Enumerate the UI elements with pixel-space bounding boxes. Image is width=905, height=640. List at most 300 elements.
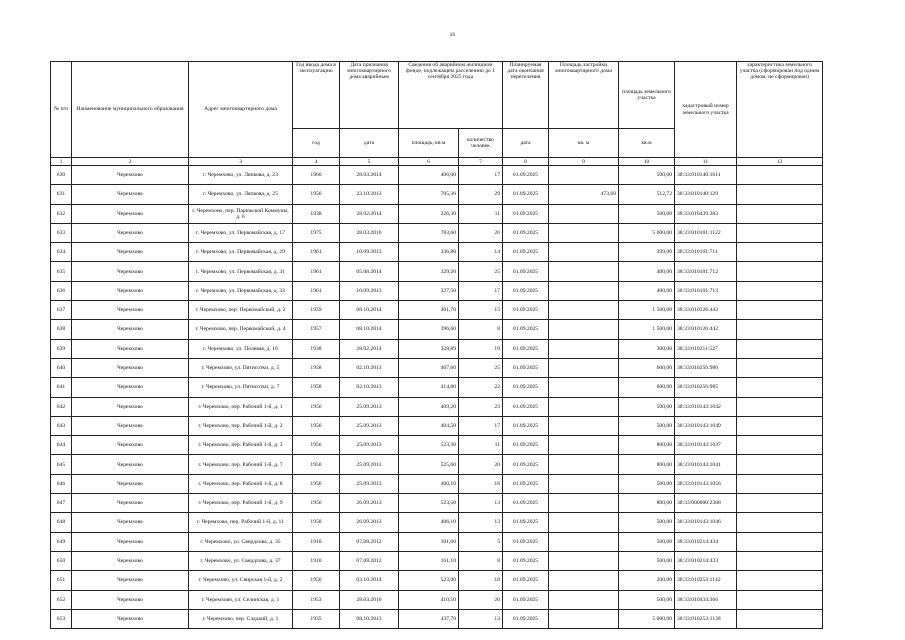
- cell-municipality: Черемхово: [72, 397, 189, 416]
- column-number: 5: [340, 158, 399, 166]
- cell-emergency-date: 23.10.2013: [340, 185, 399, 204]
- cell-land-area: 800,00: [619, 436, 675, 455]
- cell-year: 1956: [293, 455, 340, 474]
- cell-cadastral: 38:33:010126:442: [675, 320, 737, 339]
- cell-people: 11: [459, 204, 503, 223]
- cell-address: г. Черемхово, пер. Рабочий 1-й, д. 7: [189, 455, 293, 474]
- cell-area: 414,80: [399, 378, 459, 397]
- cell-area: 226,30: [399, 204, 459, 223]
- cell-land-area: 800,00: [619, 455, 675, 474]
- cell-land-area: 5 000,00: [619, 223, 675, 242]
- table-row: [51, 590, 823, 609]
- cell-planned-date: 01.09.2025: [503, 551, 549, 570]
- cell-address: г. Черемхово, пер. Рабочий 1-й, д. 9: [189, 494, 293, 513]
- cell-built-area: [549, 301, 619, 320]
- cell-row-number: 645: [51, 455, 72, 474]
- cell-characteristics: [737, 243, 823, 262]
- table-row: [51, 397, 823, 416]
- cell-row-number: 630: [51, 166, 72, 185]
- cell-address: г. Черемхово, пер. Рабочий 1-й, д. 2: [189, 416, 293, 435]
- cell-characteristics: [737, 185, 823, 204]
- cell-cadastral: 38:33:010214:434: [675, 532, 737, 551]
- cell-area: 406,10: [399, 513, 459, 532]
- cell-built-area: [549, 436, 619, 455]
- cell-row-number: 632: [51, 204, 72, 223]
- cell-year: 1961: [293, 281, 340, 300]
- cell-cadastral: 38:33:010143:1046: [675, 513, 737, 532]
- table-row: [51, 243, 823, 262]
- cell-area: 404,50: [399, 416, 459, 435]
- cell-municipality: Черемхово: [72, 185, 189, 204]
- cell-planned-date: 01.09.2025: [503, 474, 549, 493]
- cell-emergency-date: 28.03.2016: [340, 223, 399, 242]
- cell-row-number: 635: [51, 262, 72, 281]
- cell-cadastral: 38:33:010256:985: [675, 378, 737, 397]
- cell-land-area: 500,00: [619, 551, 675, 570]
- subheader-year: год: [293, 129, 340, 158]
- cell-planned-date: 01.09.2025: [503, 609, 549, 628]
- cell-address: г. Черемхово, пер. Парижской Коммуны, д. 6: [189, 204, 293, 223]
- cell-cadastral: 38:33:010214:433: [675, 551, 737, 570]
- cell-cadastral: 38:33:010140:1611: [675, 166, 737, 185]
- cell-address: г. Черемхово, ул. Пятисотки, д. 5: [189, 358, 293, 377]
- cell-built-area: [549, 320, 619, 339]
- cell-emergency-date: 25.09.2013: [340, 416, 399, 435]
- cell-area: 329,20: [399, 262, 459, 281]
- cell-year: 1959: [293, 301, 340, 320]
- cell-people: 23: [459, 397, 503, 416]
- cell-built-area: [549, 358, 619, 377]
- cell-area: 705,30: [399, 185, 459, 204]
- cell-people: 18: [459, 571, 503, 590]
- table-row: [51, 358, 823, 377]
- cell-people: 22: [459, 378, 503, 397]
- table-row: [51, 204, 823, 223]
- cell-land-area: 500,00: [619, 397, 675, 416]
- column-number: 11: [675, 158, 737, 166]
- cell-built-area: [549, 281, 619, 300]
- cell-land-area: 5 000,00: [619, 609, 675, 628]
- cell-area: 406,00: [399, 166, 459, 185]
- cell-area: 523,50: [399, 494, 459, 513]
- cell-land-area: 500,00: [619, 590, 675, 609]
- cell-row-number: 647: [51, 494, 72, 513]
- cell-year: 1950: [293, 571, 340, 590]
- cell-row-number: 633: [51, 223, 72, 242]
- cell-characteristics: [737, 166, 823, 185]
- cell-people: 25: [459, 262, 503, 281]
- header-num: № п/п: [51, 62, 72, 158]
- table-row: [51, 513, 823, 532]
- cell-municipality: Черемхово: [72, 590, 189, 609]
- cell-characteristics: [737, 320, 823, 339]
- cell-row-number: 649: [51, 532, 72, 551]
- cell-characteristics: [737, 571, 823, 590]
- cell-year: 1910: [293, 551, 340, 570]
- cell-area: 161,10: [399, 551, 459, 570]
- table-row: [51, 532, 823, 551]
- cell-people: 13: [459, 609, 503, 628]
- cell-year: 1975: [293, 223, 340, 242]
- cell-row-number: 648: [51, 513, 72, 532]
- cell-row-number: 637: [51, 301, 72, 320]
- cell-address: г. Черемхово, пер. Первомайский, д. 2: [189, 301, 293, 320]
- cell-emergency-date: 26.09.2013: [340, 513, 399, 532]
- cell-municipality: Черемхово: [72, 532, 189, 551]
- cell-municipality: Черемхово: [72, 455, 189, 474]
- column-number: 8: [503, 158, 549, 166]
- subheader-land-unit: кв.м: [619, 129, 675, 158]
- cell-characteristics: [737, 204, 823, 223]
- subheader-area: площадь, кв.м: [399, 129, 459, 158]
- cell-land-area: 1 500,00: [619, 301, 675, 320]
- table-row: [51, 262, 823, 281]
- cell-year: 1956: [293, 474, 340, 493]
- cell-row-number: 634: [51, 243, 72, 262]
- cell-planned-date: 01.09.2025: [503, 532, 549, 551]
- cell-built-area: [549, 590, 619, 609]
- cell-municipality: Черемхово: [72, 436, 189, 455]
- table-row: [51, 281, 823, 300]
- table-row: [51, 301, 823, 320]
- cell-characteristics: [737, 494, 823, 513]
- table-row: [51, 166, 823, 185]
- cell-row-number: 640: [51, 358, 72, 377]
- cell-land-area: 500,00: [619, 513, 675, 532]
- cell-emergency-date: 10.09.2013: [340, 243, 399, 262]
- cell-emergency-date: 28.03.2014: [340, 166, 399, 185]
- cell-people: 11: [459, 436, 503, 455]
- column-number: 12: [737, 158, 823, 166]
- cell-cadastral: 38:33:010143:1056: [675, 474, 737, 493]
- cell-built-area: [549, 494, 619, 513]
- cell-built-area: [549, 474, 619, 493]
- cell-year: 1961: [293, 243, 340, 262]
- cell-year: 1938: [293, 339, 340, 358]
- cell-emergency-date: 25.09.2013: [340, 436, 399, 455]
- cell-planned-date: 01.09.2025: [503, 166, 549, 185]
- cell-municipality: Черемхово: [72, 281, 189, 300]
- cell-municipality: Черемхово: [72, 339, 189, 358]
- cell-address: г. Черемхово, ул. Свердлова, д. 35: [189, 532, 293, 551]
- cell-land-area: 600,00: [619, 378, 675, 397]
- cell-characteristics: [737, 262, 823, 281]
- cell-year: 1935: [293, 609, 340, 628]
- cell-people: 8: [459, 320, 503, 339]
- cell-cadastral: 38:33:010101:711: [675, 243, 737, 262]
- table-row: [51, 185, 823, 204]
- cell-area: 401,70: [399, 301, 459, 320]
- cell-emergency-date: 25.09.2013: [340, 455, 399, 474]
- table-row: [51, 571, 823, 590]
- cell-people: 5: [459, 532, 503, 551]
- cell-built-area: [549, 223, 619, 242]
- cell-planned-date: 01.09.2025: [503, 590, 549, 609]
- cell-land-area: 400,00: [619, 281, 675, 300]
- cell-address: г. Черемхово, ул. Первомайская, д. 33: [189, 281, 293, 300]
- cell-address: г. Черемхово, ул. Первомайская, д. 17: [189, 223, 293, 242]
- cell-planned-date: 01.09.2025: [503, 204, 549, 223]
- header-year: Год ввода дома в эксплуатацию: [293, 62, 340, 129]
- header-cadastral: кадастровый номер земельного участка: [675, 62, 737, 158]
- cell-row-number: 638: [51, 320, 72, 339]
- cell-land-area: 500,00: [619, 474, 675, 493]
- cell-row-number: 650: [51, 551, 72, 570]
- table-row: [51, 455, 823, 474]
- cell-address: г. Черемхово, пер. Рабочий 1-й, д. 1: [189, 397, 293, 416]
- cell-planned-date: 01.09.2025: [503, 223, 549, 242]
- cell-municipality: Черемхово: [72, 262, 189, 281]
- cell-cadastral: 38:33:010256:986: [675, 358, 737, 377]
- cell-built-area: [549, 378, 619, 397]
- cell-address: г. Черемхово, пер. Рабочий 1-й, д. 11: [189, 513, 293, 532]
- column-number: 2: [72, 158, 189, 166]
- cell-planned-date: 01.09.2025: [503, 358, 549, 377]
- cell-people: 17: [459, 166, 503, 185]
- cell-planned-date: 01.09.2025: [503, 281, 549, 300]
- cell-emergency-date: 02.10.2013: [340, 378, 399, 397]
- table-row: [51, 551, 823, 570]
- table-row: [51, 416, 823, 435]
- cell-cadastral: 38:33:010101:1122: [675, 223, 737, 242]
- cell-year: 1938: [293, 204, 340, 223]
- cell-cadastral: 38:33:010143:1049: [675, 416, 737, 435]
- cell-municipality: Черемхово: [72, 243, 189, 262]
- cell-emergency-date: 07.08.2012: [340, 551, 399, 570]
- cell-characteristics: [737, 436, 823, 455]
- cell-characteristics: [737, 416, 823, 435]
- column-number: 7: [459, 158, 503, 166]
- cell-emergency-date: 05.08.2014: [340, 262, 399, 281]
- cell-emergency-date: 08.10.2013: [340, 609, 399, 628]
- cell-cadastral: 38:33:010143:1041: [675, 455, 737, 474]
- cell-municipality: Черемхово: [72, 474, 189, 493]
- cell-address: г. Черемхово, ул. Свердлова, д. 37: [189, 551, 293, 570]
- cell-planned-date: 01.09.2025: [503, 320, 549, 339]
- cell-land-area: 512,72: [619, 185, 675, 204]
- cell-emergency-date: 25.09.2013: [340, 474, 399, 493]
- cell-year: 1960: [293, 166, 340, 185]
- cell-area: 400,10: [399, 474, 459, 493]
- table-row: [51, 223, 823, 242]
- cell-built-area: [549, 339, 619, 358]
- cell-people: 20: [459, 590, 503, 609]
- cell-people: 14: [459, 243, 503, 262]
- cell-planned-date: 01.09.2025: [503, 378, 549, 397]
- cell-area: 336,80: [399, 243, 459, 262]
- cell-cadastral: 38:33:010253:1138: [675, 609, 737, 628]
- cell-year: 1961: [293, 262, 340, 281]
- header-address: Адрес многоквартирного дома: [189, 62, 293, 158]
- cell-area: 523,00: [399, 571, 459, 590]
- page-number: 26: [450, 33, 455, 38]
- cell-area: 407,60: [399, 358, 459, 377]
- cell-people: 13: [459, 494, 503, 513]
- cell-address: г. Черемхово, ул. Свирская 1-й, д. 2: [189, 571, 293, 590]
- cell-emergency-date: 07.08.2012: [340, 532, 399, 551]
- cell-municipality: Черемхово: [72, 320, 189, 339]
- header-land-area: площадь земельного участка: [619, 62, 675, 129]
- cell-land-area: 400,00: [619, 262, 675, 281]
- cell-people: 15: [459, 301, 503, 320]
- cell-characteristics: [737, 223, 823, 242]
- cell-land-area: 1 500,00: [619, 320, 675, 339]
- table-row: [51, 320, 823, 339]
- cell-area: 437,70: [399, 609, 459, 628]
- cell-planned-date: 01.09.2025: [503, 301, 549, 320]
- cell-planned-date: 01.09.2025: [503, 185, 549, 204]
- subheader-planned-date: дата: [503, 129, 549, 158]
- cell-year: 1957: [293, 320, 340, 339]
- cell-planned-date: 01.09.2025: [503, 513, 549, 532]
- cell-planned-date: 01.09.2025: [503, 262, 549, 281]
- cell-area: 783,60: [399, 223, 459, 242]
- cell-built-area: [549, 571, 619, 590]
- cell-emergency-date: 03.10.2014: [340, 571, 399, 590]
- subheader-date: дата: [340, 129, 399, 158]
- cell-built-area: [549, 166, 619, 185]
- cell-characteristics: [737, 339, 823, 358]
- cell-row-number: 636: [51, 281, 72, 300]
- cell-built-area: [549, 262, 619, 281]
- cell-year: 1953: [293, 590, 340, 609]
- cell-year: 1956: [293, 436, 340, 455]
- cell-people: 13: [459, 513, 503, 532]
- cell-municipality: Черемхово: [72, 609, 189, 628]
- cell-characteristics: [737, 551, 823, 570]
- cell-address: г. Черемхово, ул. Полевая, д. 16: [189, 339, 293, 358]
- cell-address: г. Черемхово, ул. Селинская, д. 1: [189, 590, 293, 609]
- cell-year: 1958: [293, 513, 340, 532]
- cell-emergency-date: 28.02.2014: [340, 204, 399, 223]
- cell-built-area: [549, 204, 619, 223]
- cell-municipality: Черемхово: [72, 513, 189, 532]
- cell-planned-date: 01.09.2025: [503, 339, 549, 358]
- cell-cadastral: 38:33:010143:1042: [675, 397, 737, 416]
- cell-emergency-date: 25.09.2013: [340, 397, 399, 416]
- table-row: [51, 436, 823, 455]
- cell-people: 25: [459, 358, 503, 377]
- cell-planned-date: 01.09.2025: [503, 455, 549, 474]
- cell-built-area: 473,60: [549, 185, 619, 204]
- cell-land-area: 399,00: [619, 243, 675, 262]
- cell-cadastral: 38:33:010143:1037: [675, 436, 737, 455]
- cell-address: г. Черемхово, пер. Первомайский, д. 4: [189, 320, 293, 339]
- cell-built-area: [549, 416, 619, 435]
- column-number-row: [51, 158, 823, 166]
- cell-row-number: 651: [51, 571, 72, 590]
- column-number: 9: [549, 158, 619, 166]
- cell-row-number: 643: [51, 416, 72, 435]
- cell-row-number: 646: [51, 474, 72, 493]
- cell-area: 523,30: [399, 436, 459, 455]
- cell-people: 19: [459, 339, 503, 358]
- column-number: 10: [619, 158, 675, 166]
- cell-planned-date: 01.09.2025: [503, 571, 549, 590]
- cell-row-number: 644: [51, 436, 72, 455]
- cell-year: 1956: [293, 416, 340, 435]
- subheader-people: количество человек: [459, 129, 503, 158]
- cell-row-number: 641: [51, 378, 72, 397]
- cell-land-area: 500,00: [619, 166, 675, 185]
- cell-area: 410,50: [399, 590, 459, 609]
- cell-year: 1956: [293, 494, 340, 513]
- cell-people: 20: [459, 455, 503, 474]
- cell-area: 328,89: [399, 339, 459, 358]
- cell-built-area: [549, 397, 619, 416]
- cell-area: 396,60: [399, 320, 459, 339]
- cell-cadastral: 38:33:010434:366: [675, 590, 737, 609]
- cell-year: 1958: [293, 378, 340, 397]
- cell-address: г. Черемхово, пер. Сладкий, д. 1: [189, 609, 293, 628]
- cell-address: г. Черемхово, пер. Рабочий 1-й, д. 3: [189, 436, 293, 455]
- cell-emergency-date: 26.09.2013: [340, 494, 399, 513]
- cell-characteristics: [737, 590, 823, 609]
- cell-built-area: [549, 609, 619, 628]
- cell-characteristics: [737, 378, 823, 397]
- cell-land-area: 300,00: [619, 339, 675, 358]
- cell-cadastral: 38:33:010211:527: [675, 339, 737, 358]
- cell-built-area: [549, 551, 619, 570]
- cell-cadastral: 38:33:010101:712: [675, 262, 737, 281]
- cell-land-area: 200,00: [619, 571, 675, 590]
- cell-characteristics: [737, 455, 823, 474]
- cell-address: г. Черемхово, ул. Первомайская, д. 29: [189, 243, 293, 262]
- cell-planned-date: 01.09.2025: [503, 494, 549, 513]
- cell-people: 8: [459, 551, 503, 570]
- column-number: 1: [51, 158, 72, 166]
- cell-row-number: 653: [51, 609, 72, 628]
- cell-built-area: [549, 455, 619, 474]
- cell-characteristics: [737, 397, 823, 416]
- cell-year: 1958: [293, 358, 340, 377]
- cell-emergency-date: 28.03.2016: [340, 590, 399, 609]
- cell-emergency-date: 08.10.2014: [340, 320, 399, 339]
- table-body: [51, 166, 823, 629]
- cell-built-area: [549, 243, 619, 262]
- cell-built-area: [549, 532, 619, 551]
- cell-characteristics: [737, 513, 823, 532]
- cell-year: 1910: [293, 532, 340, 551]
- cell-address: г. Черемхово, пер. Рабочий 1-й, д. 8: [189, 474, 293, 493]
- cell-municipality: Черемхово: [72, 358, 189, 377]
- cell-municipality: Черемхово: [72, 301, 189, 320]
- cell-row-number: 642: [51, 397, 72, 416]
- cell-characteristics: [737, 358, 823, 377]
- cell-land-area: 500,00: [619, 532, 675, 551]
- cell-land-area: 600,00: [619, 358, 675, 377]
- cell-people: 26: [459, 223, 503, 242]
- table-row: [51, 494, 823, 513]
- cell-area: 327,50: [399, 281, 459, 300]
- cell-cadastral: 38:33:010126:443: [675, 301, 737, 320]
- cell-people: 16: [459, 474, 503, 493]
- cell-municipality: Черемхово: [72, 378, 189, 397]
- cell-cadastral: 38:33:000000:2308: [675, 494, 737, 513]
- table-row: [51, 378, 823, 397]
- cell-area: 101,60: [399, 532, 459, 551]
- cell-cadastral: 38:33:010253:1142: [675, 571, 737, 590]
- cell-municipality: Черемхово: [72, 494, 189, 513]
- cell-cadastral: 38:33:010140:129: [675, 185, 737, 204]
- cell-row-number: 631: [51, 185, 72, 204]
- cell-area: 525,60: [399, 455, 459, 474]
- column-number: 6: [399, 158, 459, 166]
- cell-land-area: 800,00: [619, 494, 675, 513]
- cell-planned-date: 01.09.2025: [503, 397, 549, 416]
- header-characteristics: характеристика земельного участка (сформирован под одним домом, не сформирован): [737, 62, 823, 158]
- cell-emergency-date: 08.10.2014: [340, 301, 399, 320]
